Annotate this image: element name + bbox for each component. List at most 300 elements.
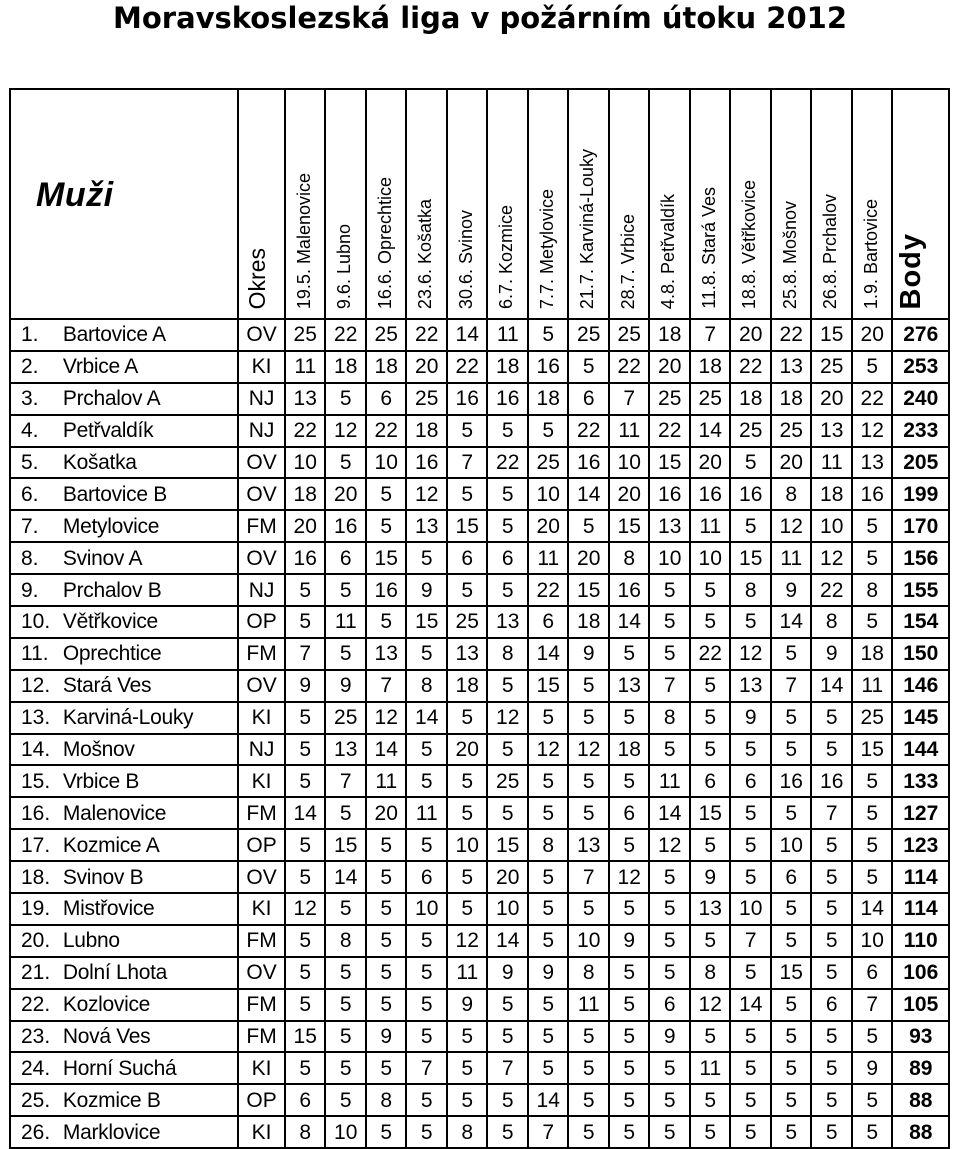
score-cell: 16 bbox=[325, 510, 366, 542]
score-cell: 5 bbox=[690, 1021, 731, 1053]
total-cell: 114 bbox=[892, 893, 949, 925]
score-cell: 15 bbox=[447, 510, 488, 542]
score-cell: 5 bbox=[406, 989, 447, 1021]
team-cell: Mošnov bbox=[57, 734, 238, 766]
score-cell: 10 bbox=[649, 542, 690, 574]
total-cell: 145 bbox=[892, 702, 949, 734]
score-cell: 5 bbox=[406, 542, 447, 574]
team-cell: Marklovice bbox=[57, 1116, 238, 1148]
rank-cell: 21. bbox=[10, 957, 57, 989]
okres-cell: FM bbox=[238, 797, 285, 829]
event-header-label: 6.7. Kozmice bbox=[496, 204, 517, 309]
score-cell: 10 bbox=[811, 510, 852, 542]
score-cell: 16 bbox=[366, 574, 407, 606]
score-cell: 5 bbox=[325, 989, 366, 1021]
score-cell: 22 bbox=[528, 574, 569, 606]
score-cell: 6 bbox=[447, 542, 488, 574]
table-row bbox=[10, 1084, 949, 1116]
score-cell: 18 bbox=[649, 319, 690, 351]
score-cell: 13 bbox=[447, 638, 488, 670]
score-cell: 5 bbox=[568, 765, 609, 797]
score-cell: 11 bbox=[528, 542, 569, 574]
score-cell: 5 bbox=[447, 1084, 488, 1116]
score-cell: 25 bbox=[568, 319, 609, 351]
total-cell: 150 bbox=[892, 638, 949, 670]
score-cell: 22 bbox=[568, 415, 609, 447]
score-cell: 6 bbox=[649, 989, 690, 1021]
score-cell: 16 bbox=[852, 478, 893, 510]
score-cell: 5 bbox=[811, 925, 852, 957]
score-cell: 5 bbox=[771, 1084, 812, 1116]
score-cell: 14 bbox=[568, 478, 609, 510]
score-cell: 5 bbox=[487, 989, 528, 1021]
score-cell: 22 bbox=[406, 319, 447, 351]
score-cell: 20 bbox=[406, 351, 447, 383]
okres-cell: NJ bbox=[238, 574, 285, 606]
total-cell: 133 bbox=[892, 765, 949, 797]
score-cell: 5 bbox=[730, 510, 771, 542]
score-cell: 8 bbox=[771, 478, 812, 510]
score-cell: 5 bbox=[366, 1116, 407, 1148]
score-cell: 5 bbox=[730, 1116, 771, 1148]
score-cell: 22 bbox=[730, 351, 771, 383]
score-cell: 5 bbox=[852, 1021, 893, 1053]
score-cell: 5 bbox=[366, 925, 407, 957]
score-cell: 5 bbox=[487, 670, 528, 702]
okres-cell: KI bbox=[238, 702, 285, 734]
score-cell: 25 bbox=[649, 383, 690, 415]
score-cell: 5 bbox=[285, 702, 326, 734]
table-row bbox=[10, 702, 949, 734]
score-cell: 14 bbox=[649, 797, 690, 829]
score-cell: 14 bbox=[325, 861, 366, 893]
score-cell: 5 bbox=[771, 797, 812, 829]
team-cell: Vrbice B bbox=[57, 765, 238, 797]
score-cell: 7 bbox=[730, 925, 771, 957]
score-cell: 5 bbox=[568, 510, 609, 542]
score-cell: 22 bbox=[325, 319, 366, 351]
score-cell: 9 bbox=[568, 638, 609, 670]
score-cell: 16 bbox=[528, 351, 569, 383]
results-table-image bbox=[9, 88, 950, 1144]
rank-cell: 16. bbox=[10, 797, 57, 829]
score-cell: 10 bbox=[366, 447, 407, 479]
score-cell: 5 bbox=[609, 1052, 650, 1084]
score-cell: 5 bbox=[568, 702, 609, 734]
score-cell: 5 bbox=[730, 606, 771, 638]
score-cell: 13 bbox=[771, 351, 812, 383]
score-cell: 16 bbox=[568, 447, 609, 479]
team-cell: Stará Ves bbox=[57, 670, 238, 702]
score-cell: 5 bbox=[649, 734, 690, 766]
total-cell: 127 bbox=[892, 797, 949, 829]
okres-cell: OP bbox=[238, 606, 285, 638]
team-cell: Kozlovice bbox=[57, 989, 238, 1021]
score-cell: 18 bbox=[366, 351, 407, 383]
score-cell: 5 bbox=[609, 1116, 650, 1148]
score-cell: 14 bbox=[609, 606, 650, 638]
score-cell: 15 bbox=[609, 510, 650, 542]
score-cell: 5 bbox=[568, 1021, 609, 1053]
score-cell: 10 bbox=[690, 542, 731, 574]
team-cell: Vrbice A bbox=[57, 351, 238, 383]
score-cell: 5 bbox=[811, 957, 852, 989]
results-table bbox=[9, 88, 950, 1149]
score-cell: 6 bbox=[609, 797, 650, 829]
team-cell: Větřkovice bbox=[57, 606, 238, 638]
score-cell: 5 bbox=[568, 1116, 609, 1148]
rank-cell: 7. bbox=[10, 510, 57, 542]
rank-cell: 1. bbox=[10, 319, 57, 351]
score-cell: 15 bbox=[649, 447, 690, 479]
score-cell: 5 bbox=[325, 1052, 366, 1084]
total-header-label: Body bbox=[895, 232, 928, 309]
score-cell: 5 bbox=[366, 510, 407, 542]
score-cell: 20 bbox=[285, 510, 326, 542]
score-cell: 11 bbox=[609, 415, 650, 447]
score-cell: 11 bbox=[325, 606, 366, 638]
event-header bbox=[568, 89, 609, 319]
score-cell: 14 bbox=[811, 670, 852, 702]
score-cell: 5 bbox=[528, 1052, 569, 1084]
total-cell: 199 bbox=[892, 478, 949, 510]
score-cell: 5 bbox=[730, 1021, 771, 1053]
score-cell: 10 bbox=[771, 829, 812, 861]
total-cell: 240 bbox=[892, 383, 949, 415]
score-cell: 11 bbox=[852, 670, 893, 702]
score-cell: 5 bbox=[811, 893, 852, 925]
score-cell: 12 bbox=[528, 734, 569, 766]
score-cell: 5 bbox=[609, 829, 650, 861]
score-cell: 11 bbox=[690, 1052, 731, 1084]
rank-cell: 8. bbox=[10, 542, 57, 574]
score-cell: 5 bbox=[609, 765, 650, 797]
score-cell: 5 bbox=[568, 1052, 609, 1084]
score-cell: 11 bbox=[406, 797, 447, 829]
score-cell: 5 bbox=[771, 734, 812, 766]
table-row bbox=[10, 765, 949, 797]
score-cell: 20 bbox=[690, 447, 731, 479]
total-cell: 123 bbox=[892, 829, 949, 861]
event-header-label: 4.8. Petřvaldík bbox=[658, 193, 679, 309]
rank-cell: 4. bbox=[10, 415, 57, 447]
score-cell: 14 bbox=[285, 797, 326, 829]
score-cell: 5 bbox=[730, 957, 771, 989]
event-header-label: 23.6. Košatka bbox=[415, 198, 436, 309]
score-cell: 5 bbox=[811, 1116, 852, 1148]
score-cell: 25 bbox=[325, 702, 366, 734]
score-cell: 5 bbox=[406, 734, 447, 766]
score-cell: 5 bbox=[285, 574, 326, 606]
total-cell: 89 bbox=[892, 1052, 949, 1084]
score-cell: 13 bbox=[325, 734, 366, 766]
score-cell: 5 bbox=[528, 1021, 569, 1053]
total-cell: 154 bbox=[892, 606, 949, 638]
score-cell: 13 bbox=[285, 383, 326, 415]
total-cell: 93 bbox=[892, 1021, 949, 1053]
score-cell: 7 bbox=[325, 765, 366, 797]
table-row bbox=[10, 383, 949, 415]
score-cell: 5 bbox=[285, 606, 326, 638]
okres-cell: KI bbox=[238, 351, 285, 383]
okres-cell: FM bbox=[238, 989, 285, 1021]
score-cell: 5 bbox=[649, 1052, 690, 1084]
event-header bbox=[285, 89, 326, 319]
event-header bbox=[690, 89, 731, 319]
total-cell: 276 bbox=[892, 319, 949, 351]
score-cell: 5 bbox=[568, 351, 609, 383]
score-cell: 25 bbox=[771, 415, 812, 447]
score-cell: 10 bbox=[528, 478, 569, 510]
team-cell: Oprechtice bbox=[57, 638, 238, 670]
score-cell: 10 bbox=[447, 829, 488, 861]
score-cell: 5 bbox=[649, 893, 690, 925]
score-cell: 7 bbox=[568, 861, 609, 893]
score-cell: 20 bbox=[649, 351, 690, 383]
score-cell: 14 bbox=[771, 606, 812, 638]
score-cell: 5 bbox=[447, 765, 488, 797]
total-cell: 253 bbox=[892, 351, 949, 383]
score-cell: 5 bbox=[406, 765, 447, 797]
score-cell: 22 bbox=[447, 351, 488, 383]
score-cell: 14 bbox=[528, 1084, 569, 1116]
score-cell: 5 bbox=[285, 1052, 326, 1084]
score-cell: 7 bbox=[852, 989, 893, 1021]
okres-cell: FM bbox=[238, 925, 285, 957]
score-cell: 5 bbox=[366, 861, 407, 893]
score-cell: 5 bbox=[730, 1052, 771, 1084]
event-header-label: 26.8. Prchalov bbox=[820, 193, 841, 309]
score-cell: 7 bbox=[771, 670, 812, 702]
score-cell: 12 bbox=[487, 702, 528, 734]
table-row bbox=[10, 447, 949, 479]
score-cell: 22 bbox=[366, 415, 407, 447]
score-cell: 5 bbox=[811, 734, 852, 766]
score-cell: 25 bbox=[447, 606, 488, 638]
score-cell: 5 bbox=[487, 1021, 528, 1053]
score-cell: 18 bbox=[325, 351, 366, 383]
total-cell: 156 bbox=[892, 542, 949, 574]
score-cell: 5 bbox=[366, 829, 407, 861]
score-cell: 16 bbox=[487, 383, 528, 415]
okres-cell: FM bbox=[238, 1021, 285, 1053]
score-cell: 9 bbox=[528, 957, 569, 989]
event-header-label: 25.8. Mošnov bbox=[779, 200, 800, 309]
score-cell: 6 bbox=[285, 1084, 326, 1116]
score-cell: 5 bbox=[447, 1052, 488, 1084]
score-cell: 5 bbox=[325, 383, 366, 415]
score-cell: 12 bbox=[609, 861, 650, 893]
score-cell: 5 bbox=[649, 1084, 690, 1116]
score-cell: 20 bbox=[568, 542, 609, 574]
score-cell: 11 bbox=[568, 989, 609, 1021]
team-cell: Lubno bbox=[57, 925, 238, 957]
score-cell: 20 bbox=[730, 319, 771, 351]
score-cell: 13 bbox=[649, 510, 690, 542]
score-cell: 5 bbox=[487, 1084, 528, 1116]
score-cell: 5 bbox=[609, 702, 650, 734]
table-row bbox=[10, 319, 949, 351]
event-header-label: 7.7. Metylovice bbox=[536, 188, 557, 309]
table-row bbox=[10, 574, 949, 606]
score-cell: 16 bbox=[690, 478, 731, 510]
score-cell: 15 bbox=[852, 734, 893, 766]
score-cell: 6 bbox=[528, 606, 569, 638]
team-cell: Svinov B bbox=[57, 861, 238, 893]
score-cell: 11 bbox=[366, 765, 407, 797]
score-cell: 5 bbox=[447, 797, 488, 829]
score-cell: 8 bbox=[730, 574, 771, 606]
score-cell: 5 bbox=[285, 989, 326, 1021]
rank-cell: 3. bbox=[10, 383, 57, 415]
score-cell: 16 bbox=[730, 478, 771, 510]
score-cell: 5 bbox=[730, 1084, 771, 1116]
score-cell: 5 bbox=[447, 574, 488, 606]
score-cell: 18 bbox=[447, 670, 488, 702]
score-cell: 5 bbox=[649, 925, 690, 957]
team-cell: Malenovice bbox=[57, 797, 238, 829]
score-cell: 5 bbox=[649, 1116, 690, 1148]
event-header bbox=[366, 89, 407, 319]
score-cell: 12 bbox=[285, 893, 326, 925]
score-cell: 9 bbox=[690, 861, 731, 893]
score-cell: 5 bbox=[366, 1052, 407, 1084]
score-cell: 6 bbox=[487, 542, 528, 574]
score-cell: 25 bbox=[690, 383, 731, 415]
score-cell: 13 bbox=[366, 638, 407, 670]
score-cell: 8 bbox=[325, 925, 366, 957]
score-cell: 9 bbox=[487, 957, 528, 989]
score-cell: 12 bbox=[366, 702, 407, 734]
table-row bbox=[10, 542, 949, 574]
event-header bbox=[406, 89, 447, 319]
score-cell: 22 bbox=[771, 319, 812, 351]
okres-cell: OP bbox=[238, 829, 285, 861]
total-cell: 170 bbox=[892, 510, 949, 542]
total-header bbox=[892, 89, 949, 319]
table-row bbox=[10, 734, 949, 766]
score-cell: 7 bbox=[649, 670, 690, 702]
event-header bbox=[771, 89, 812, 319]
score-cell: 12 bbox=[771, 510, 812, 542]
table-row bbox=[10, 351, 949, 383]
score-cell: 20 bbox=[366, 797, 407, 829]
event-header-label: 30.6. Svinov bbox=[455, 209, 476, 309]
score-cell: 5 bbox=[325, 893, 366, 925]
score-cell: 5 bbox=[771, 989, 812, 1021]
rank-cell: 12. bbox=[10, 670, 57, 702]
score-cell: 12 bbox=[447, 925, 488, 957]
okres-cell: OV bbox=[238, 447, 285, 479]
score-cell: 11 bbox=[771, 542, 812, 574]
event-header-label: 21.7. Karviná-Louky bbox=[577, 148, 598, 309]
event-header bbox=[609, 89, 650, 319]
score-cell: 10 bbox=[609, 447, 650, 479]
score-cell: 13 bbox=[609, 670, 650, 702]
score-cell: 6 bbox=[568, 383, 609, 415]
score-cell: 5 bbox=[487, 478, 528, 510]
header-row bbox=[10, 89, 949, 319]
score-cell: 5 bbox=[366, 989, 407, 1021]
score-cell: 5 bbox=[771, 1052, 812, 1084]
total-cell: 105 bbox=[892, 989, 949, 1021]
okres-cell: OV bbox=[238, 670, 285, 702]
event-header bbox=[730, 89, 771, 319]
team-cell: Metylovice bbox=[57, 510, 238, 542]
score-cell: 7 bbox=[285, 638, 326, 670]
score-cell: 11 bbox=[285, 351, 326, 383]
score-cell: 5 bbox=[568, 797, 609, 829]
score-cell: 5 bbox=[487, 574, 528, 606]
score-cell: 5 bbox=[771, 1021, 812, 1053]
score-cell: 9 bbox=[730, 702, 771, 734]
score-cell: 5 bbox=[528, 989, 569, 1021]
score-cell: 5 bbox=[285, 957, 326, 989]
score-cell: 22 bbox=[690, 638, 731, 670]
score-cell: 6 bbox=[771, 861, 812, 893]
score-cell: 15 bbox=[690, 797, 731, 829]
score-cell: 10 bbox=[568, 925, 609, 957]
team-cell: Petřvaldík bbox=[57, 415, 238, 447]
score-cell: 5 bbox=[447, 1021, 488, 1053]
score-cell: 5 bbox=[406, 829, 447, 861]
score-cell: 7 bbox=[406, 1052, 447, 1084]
section-label-cell bbox=[10, 89, 238, 319]
score-cell: 5 bbox=[609, 638, 650, 670]
score-cell: 5 bbox=[852, 1084, 893, 1116]
score-cell: 5 bbox=[852, 765, 893, 797]
total-cell: 114 bbox=[892, 861, 949, 893]
okres-header-label: Okres bbox=[244, 247, 271, 309]
table-row bbox=[10, 829, 949, 861]
score-cell: 22 bbox=[609, 351, 650, 383]
score-cell: 5 bbox=[690, 829, 731, 861]
score-cell: 5 bbox=[406, 638, 447, 670]
event-header-label: 18.8. Větřkovice bbox=[739, 179, 760, 309]
score-cell: 5 bbox=[487, 415, 528, 447]
score-cell: 5 bbox=[366, 957, 407, 989]
score-cell: 5 bbox=[609, 957, 650, 989]
score-cell: 9 bbox=[609, 925, 650, 957]
score-cell: 5 bbox=[730, 797, 771, 829]
score-cell: 5 bbox=[609, 1021, 650, 1053]
team-cell: Košatka bbox=[57, 447, 238, 479]
okres-cell: KI bbox=[238, 893, 285, 925]
okres-cell: OV bbox=[238, 861, 285, 893]
okres-cell: FM bbox=[238, 510, 285, 542]
score-cell: 8 bbox=[447, 1116, 488, 1148]
event-header bbox=[852, 89, 893, 319]
event-header bbox=[649, 89, 690, 319]
score-cell: 5 bbox=[852, 1116, 893, 1148]
table-row bbox=[10, 638, 949, 670]
score-cell: 16 bbox=[406, 447, 447, 479]
score-cell: 5 bbox=[487, 797, 528, 829]
total-cell: 146 bbox=[892, 670, 949, 702]
score-cell: 8 bbox=[609, 542, 650, 574]
score-cell: 12 bbox=[690, 989, 731, 1021]
score-cell: 8 bbox=[366, 1084, 407, 1116]
score-cell: 14 bbox=[487, 925, 528, 957]
rank-cell: 15. bbox=[10, 765, 57, 797]
score-cell: 25 bbox=[528, 447, 569, 479]
score-cell: 9 bbox=[406, 574, 447, 606]
score-cell: 5 bbox=[325, 447, 366, 479]
score-cell: 25 bbox=[285, 319, 326, 351]
total-cell: 88 bbox=[892, 1084, 949, 1116]
score-cell: 15 bbox=[771, 957, 812, 989]
score-cell: 13 bbox=[406, 510, 447, 542]
